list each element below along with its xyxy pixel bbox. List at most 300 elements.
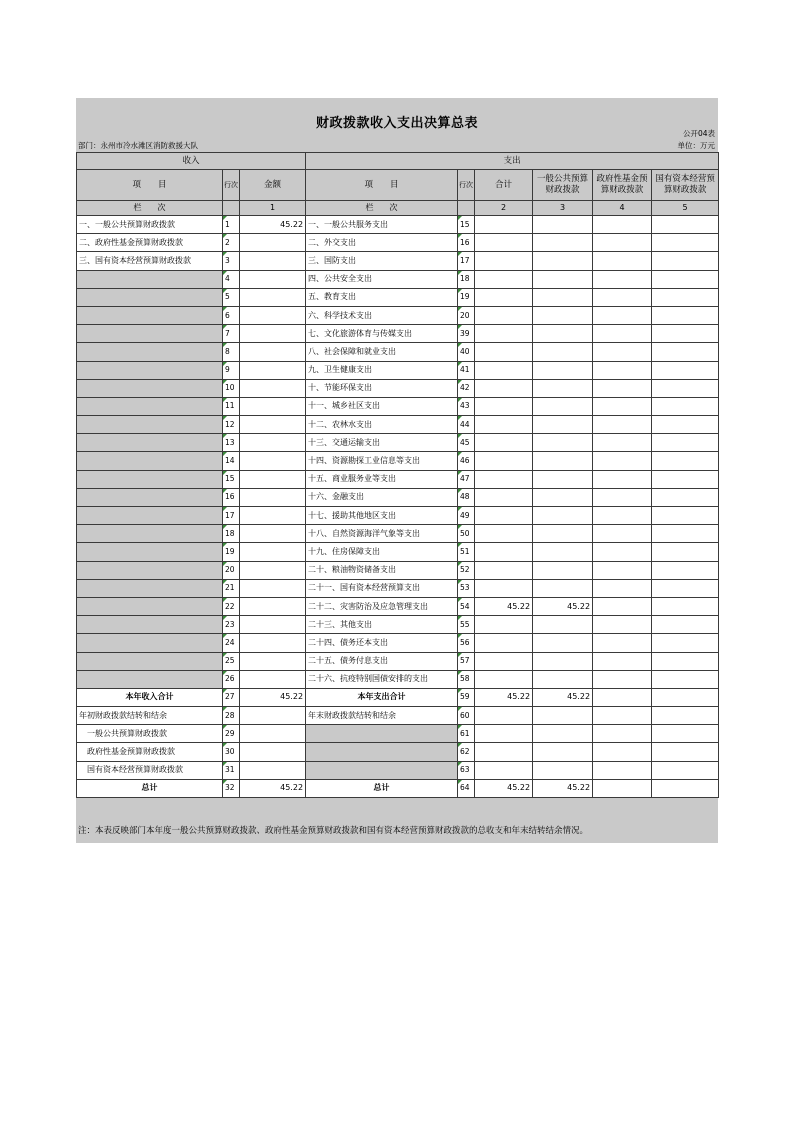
expense-item-cell: 九、卫生健康支出 (306, 361, 458, 379)
col-3-label: 3 (533, 201, 593, 216)
table-row (77, 343, 719, 361)
income-rowno-cell: 3 (223, 252, 240, 270)
table-row (77, 579, 719, 597)
income-item-cell (77, 634, 223, 652)
income-rowno-cell: 12 (223, 416, 240, 434)
expense-rowno-cell: 58 (458, 670, 475, 688)
expense-rowno-cell: 40 (458, 343, 475, 361)
general-budget-cell (533, 488, 593, 506)
expense-item-cell: 二十三、其他支出 (306, 616, 458, 634)
table-row (77, 252, 719, 270)
income-rowno-cell: 26 (223, 670, 240, 688)
state-capital-cell (652, 452, 719, 470)
expense-total-cell (475, 288, 533, 306)
expense-rowno-cell: 17 (458, 252, 475, 270)
income-amount-cell (240, 325, 306, 343)
fund-budget-cell (593, 306, 652, 324)
expense-total-cell (475, 670, 533, 688)
income-rowno-cell: 10 (223, 379, 240, 397)
state-capital-cell (652, 634, 719, 652)
expense-rowno-cell: 15 (458, 216, 475, 234)
state-capital-cell (652, 579, 719, 597)
expense-item-cell (306, 725, 458, 743)
department-label: 部门：永州市冷水滩区消防救援大队 (78, 141, 198, 150)
report-table (76, 152, 719, 798)
state-capital-cell (652, 525, 719, 543)
income-amount-cell (240, 488, 306, 506)
income-item-cell: 总计 (77, 779, 223, 797)
income-rowno-cell: 22 (223, 597, 240, 615)
income-amount-cell (240, 452, 306, 470)
unit-label: 单位：万元 (677, 141, 715, 150)
income-item-cell: 年初财政拨款结转和结余 (77, 707, 223, 725)
income-amount-cell (240, 543, 306, 561)
general-budget-cell (533, 379, 593, 397)
expense-item-cell: 二十二、灾害防治及应急管理支出 (306, 597, 458, 615)
fund-budget-cell (593, 779, 652, 797)
income-rowno-cell: 17 (223, 507, 240, 525)
expense-item-cell: 十二、农林水支出 (306, 416, 458, 434)
table-row (77, 743, 719, 761)
income-item-cell (77, 343, 223, 361)
fund-budget-cell (593, 707, 652, 725)
state-capital-cell (652, 306, 719, 324)
table-row (77, 488, 719, 506)
income-rowno-cell: 18 (223, 525, 240, 543)
income-amount-cell (240, 416, 306, 434)
income-rowno-header: 行次 (223, 170, 240, 201)
table-row (77, 525, 719, 543)
state-capital-cell (652, 561, 719, 579)
table-row (77, 707, 719, 725)
income-rowno-cell: 5 (223, 288, 240, 306)
state-capital-cell (652, 507, 719, 525)
total-header: 合计 (475, 170, 533, 201)
fund-budget-cell (593, 379, 652, 397)
expense-item-cell: 五、教育支出 (306, 288, 458, 306)
income-item-cell (77, 270, 223, 288)
income-amount-cell: 45.22 (240, 779, 306, 797)
fund-budget-cell (593, 416, 652, 434)
fund-budget-cell (593, 688, 652, 706)
expense-item-cell: 二十、粮油物资储备支出 (306, 561, 458, 579)
expense-item-cell: 一、一般公共服务支出 (306, 216, 458, 234)
expense-rowno-cell: 52 (458, 561, 475, 579)
income-header: 收入 (77, 153, 306, 170)
income-item-cell (77, 525, 223, 543)
expense-rowno-cell: 51 (458, 543, 475, 561)
general-budget-cell (533, 707, 593, 725)
expense-rowno-cell: 20 (458, 306, 475, 324)
fund-budget-cell (593, 434, 652, 452)
general-budget-cell (533, 670, 593, 688)
income-item-cell (77, 597, 223, 615)
fund-budget-header: 政府性基金预算财政拨款 (593, 170, 652, 201)
general-budget-cell (533, 270, 593, 288)
expense-total-cell (475, 270, 533, 288)
income-amount-cell (240, 725, 306, 743)
table-row (77, 543, 719, 561)
expense-total-cell (475, 488, 533, 506)
fund-budget-cell (593, 670, 652, 688)
expense-item-cell: 七、文化旅游体育与传媒支出 (306, 325, 458, 343)
fund-budget-cell (593, 361, 652, 379)
table-row (77, 616, 719, 634)
income-item-cell (77, 361, 223, 379)
state-capital-cell (652, 379, 719, 397)
expense-total-cell (475, 543, 533, 561)
expense-total-cell (475, 634, 533, 652)
state-capital-cell (652, 688, 719, 706)
income-col-label: 栏 次 (77, 201, 223, 216)
expense-header: 支出 (306, 153, 719, 170)
general-budget-cell (533, 543, 593, 561)
general-budget-cell (533, 743, 593, 761)
general-budget-cell (533, 579, 593, 597)
income-amount-cell (240, 707, 306, 725)
income-amount-cell (240, 361, 306, 379)
income-rowno-cell: 32 (223, 779, 240, 797)
expense-total-cell (475, 579, 533, 597)
report-title: 财政拨款收入支出决算总表 (315, 116, 478, 131)
state-capital-cell (652, 270, 719, 288)
state-capital-cell (652, 470, 719, 488)
expense-total-cell (475, 707, 533, 725)
expense-rowno-cell: 62 (458, 743, 475, 761)
income-col-blank (223, 201, 240, 216)
table-row (77, 597, 719, 615)
fund-budget-cell (593, 761, 652, 779)
expense-item-cell: 十七、援助其他地区支出 (306, 507, 458, 525)
income-amount-cell (240, 616, 306, 634)
col-2-label: 2 (475, 201, 533, 216)
income-rowno-cell: 9 (223, 361, 240, 379)
expense-total-cell (475, 525, 533, 543)
income-rowno-cell: 25 (223, 652, 240, 670)
expense-total-cell (475, 397, 533, 415)
income-item-cell (77, 579, 223, 597)
expense-rowno-cell: 54 (458, 597, 475, 615)
income-amount-cell (240, 306, 306, 324)
col-5-label: 5 (652, 201, 719, 216)
expense-item-cell: 十、节能环保支出 (306, 379, 458, 397)
fund-budget-cell (593, 325, 652, 343)
table-row (77, 270, 719, 288)
expense-rowno-cell: 45 (458, 434, 475, 452)
income-rowno-cell: 19 (223, 543, 240, 561)
expense-item-cell: 年末财政拨款结转和结余 (306, 707, 458, 725)
fund-budget-cell (593, 507, 652, 525)
expense-rowno-cell: 60 (458, 707, 475, 725)
general-budget-cell (533, 434, 593, 452)
expense-item-header: 项 目 (306, 170, 458, 201)
income-amount-cell (240, 434, 306, 452)
general-budget-cell (533, 343, 593, 361)
table-row (77, 325, 719, 343)
state-capital-cell (652, 361, 719, 379)
expense-rowno-header: 行次 (458, 170, 475, 201)
state-capital-cell (652, 416, 719, 434)
expense-total-cell (475, 743, 533, 761)
income-rowno-cell: 24 (223, 634, 240, 652)
expense-item-cell: 十四、资源勘探工业信息等支出 (306, 452, 458, 470)
expense-rowno-cell: 48 (458, 488, 475, 506)
state-capital-cell (652, 488, 719, 506)
income-amount-cell: 45.22 (240, 216, 306, 234)
expense-total-cell (475, 434, 533, 452)
expense-rowno-cell: 56 (458, 634, 475, 652)
income-item-cell: 一、一般公共预算财政拨款 (77, 216, 223, 234)
expense-item-cell: 十九、住房保障支出 (306, 543, 458, 561)
expense-total-cell (475, 216, 533, 234)
table-row (77, 434, 719, 452)
income-amount-cell (240, 561, 306, 579)
income-item-cell (77, 543, 223, 561)
state-capital-header: 国有资本经营预算财政拨款 (652, 170, 719, 201)
general-budget-cell: 45.22 (533, 779, 593, 797)
general-budget-cell (533, 252, 593, 270)
expense-item-cell: 本年支出合计 (306, 688, 458, 706)
income-amount-cell (240, 525, 306, 543)
expense-col-label: 栏 次 (306, 201, 458, 216)
income-item-cell: 三、国有资本经营预算财政拨款 (77, 252, 223, 270)
expense-total-cell (475, 725, 533, 743)
state-capital-cell (652, 252, 719, 270)
general-budget-cell: 45.22 (533, 688, 593, 706)
general-budget-cell (533, 361, 593, 379)
income-rowno-cell: 28 (223, 707, 240, 725)
fund-budget-cell (593, 634, 652, 652)
income-rowno-cell: 11 (223, 397, 240, 415)
income-rowno-cell: 8 (223, 343, 240, 361)
fund-budget-cell (593, 252, 652, 270)
general-budget-cell (533, 616, 593, 634)
expense-total-cell (475, 361, 533, 379)
expense-item-cell (306, 761, 458, 779)
expense-item-cell: 十一、城乡社区支出 (306, 397, 458, 415)
income-amount-cell (240, 634, 306, 652)
fund-budget-cell (593, 216, 652, 234)
general-budget-cell (533, 397, 593, 415)
fund-budget-cell (593, 543, 652, 561)
state-capital-cell (652, 343, 719, 361)
general-budget-cell (533, 470, 593, 488)
income-item-header: 项 目 (77, 170, 223, 201)
table-row (77, 561, 719, 579)
expense-total-cell (475, 306, 533, 324)
expense-rowno-cell: 42 (458, 379, 475, 397)
general-budget-cell (533, 306, 593, 324)
expense-total-cell: 45.22 (475, 688, 533, 706)
income-rowno-cell: 15 (223, 470, 240, 488)
expense-total-cell: 45.22 (475, 597, 533, 615)
table-row (77, 470, 719, 488)
general-budget-cell (533, 634, 593, 652)
income-item-cell (77, 434, 223, 452)
amount-header: 金额 (240, 170, 306, 201)
income-item-cell (77, 616, 223, 634)
general-budget-cell (533, 325, 593, 343)
general-budget-cell (533, 216, 593, 234)
table-row (77, 725, 719, 743)
fund-budget-cell (593, 270, 652, 288)
fund-budget-cell (593, 597, 652, 615)
income-amount-cell (240, 288, 306, 306)
income-item-cell (77, 325, 223, 343)
income-amount-cell (240, 670, 306, 688)
state-capital-cell (652, 616, 719, 634)
table-row (77, 361, 719, 379)
expense-total-cell (475, 416, 533, 434)
fund-budget-cell (593, 561, 652, 579)
income-rowno-cell: 16 (223, 488, 240, 506)
form-number: 公开04表 (682, 129, 715, 138)
general-budget-cell (533, 725, 593, 743)
income-item-cell (77, 470, 223, 488)
income-rowno-cell: 21 (223, 579, 240, 597)
expense-total-cell (475, 652, 533, 670)
expense-rowno-cell: 46 (458, 452, 475, 470)
expense-item-cell: 八、社会保障和就业支出 (306, 343, 458, 361)
expense-rowno-cell: 53 (458, 579, 475, 597)
general-budget-cell (533, 507, 593, 525)
table-row (77, 379, 719, 397)
expense-item-cell: 三、国防支出 (306, 252, 458, 270)
expense-item-cell (306, 743, 458, 761)
income-item-cell: 国有资本经营预算财政拨款 (77, 761, 223, 779)
expense-rowno-cell: 44 (458, 416, 475, 434)
income-item-cell (77, 416, 223, 434)
general-budget-cell (533, 652, 593, 670)
state-capital-cell (652, 743, 719, 761)
expense-total-cell (475, 234, 533, 252)
expense-item-cell: 十六、金融支出 (306, 488, 458, 506)
fund-budget-cell (593, 725, 652, 743)
income-rowno-cell: 13 (223, 434, 240, 452)
table-row (77, 670, 719, 688)
expense-rowno-cell: 57 (458, 652, 475, 670)
income-rowno-cell: 6 (223, 306, 240, 324)
state-capital-cell (652, 434, 719, 452)
income-item-cell (77, 379, 223, 397)
income-item-cell: 二、政府性基金预算财政拨款 (77, 234, 223, 252)
income-amount-cell (240, 761, 306, 779)
income-amount-cell (240, 343, 306, 361)
income-item-cell (77, 288, 223, 306)
expense-total-cell (475, 470, 533, 488)
fund-budget-cell (593, 452, 652, 470)
general-budget-cell (533, 561, 593, 579)
expense-rowno-cell: 43 (458, 397, 475, 415)
state-capital-cell (652, 234, 719, 252)
income-rowno-cell: 1 (223, 216, 240, 234)
income-item-cell (77, 670, 223, 688)
table-row (77, 216, 719, 234)
income-item-cell (77, 561, 223, 579)
expense-col-blank (458, 201, 475, 216)
state-capital-cell (652, 707, 719, 725)
state-capital-cell (652, 397, 719, 415)
general-budget-cell (533, 525, 593, 543)
expense-rowno-cell: 19 (458, 288, 475, 306)
fund-budget-cell (593, 743, 652, 761)
income-rowno-cell: 14 (223, 452, 240, 470)
income-item-cell (77, 452, 223, 470)
income-amount-cell (240, 507, 306, 525)
expense-rowno-cell: 39 (458, 325, 475, 343)
general-budget-cell: 45.22 (533, 597, 593, 615)
table-row (77, 234, 719, 252)
general-budget-cell (533, 416, 593, 434)
expense-rowno-cell: 59 (458, 688, 475, 706)
expense-rowno-cell: 49 (458, 507, 475, 525)
expense-total-cell (475, 343, 533, 361)
state-capital-cell (652, 670, 719, 688)
expense-total-cell (475, 252, 533, 270)
state-capital-cell (652, 597, 719, 615)
expense-total-cell (475, 379, 533, 397)
expense-item-cell: 四、公共安全支出 (306, 270, 458, 288)
income-item-cell: 一般公共预算财政拨款 (77, 725, 223, 743)
expense-rowno-cell: 55 (458, 616, 475, 634)
income-amount-cell (240, 252, 306, 270)
expense-item-cell: 二十六、抗疫特别国债安排的支出 (306, 670, 458, 688)
state-capital-cell (652, 543, 719, 561)
income-amount-cell (240, 234, 306, 252)
income-rowno-cell: 23 (223, 616, 240, 634)
fund-budget-cell (593, 579, 652, 597)
fund-budget-cell (593, 288, 652, 306)
general-budget-header: 一般公共预算财政拨款 (533, 170, 593, 201)
table-row (77, 688, 719, 706)
expense-item-cell: 二十四、债务还本支出 (306, 634, 458, 652)
state-capital-cell (652, 325, 719, 343)
income-item-cell (77, 507, 223, 525)
income-rowno-cell: 20 (223, 561, 240, 579)
expense-item-cell: 十五、商业服务业等支出 (306, 470, 458, 488)
table-row (77, 452, 719, 470)
table-row (77, 416, 719, 434)
income-rowno-cell: 4 (223, 270, 240, 288)
state-capital-cell (652, 652, 719, 670)
expense-item-cell: 二、外交支出 (306, 234, 458, 252)
general-budget-cell (533, 234, 593, 252)
fund-budget-cell (593, 234, 652, 252)
income-item-cell: 本年收入合计 (77, 688, 223, 706)
general-budget-cell (533, 452, 593, 470)
income-amount-cell: 45.22 (240, 688, 306, 706)
table-row (77, 507, 719, 525)
income-item-cell (77, 397, 223, 415)
income-item-cell (77, 306, 223, 324)
fund-budget-cell (593, 343, 652, 361)
fund-budget-cell (593, 488, 652, 506)
expense-rowno-cell: 63 (458, 761, 475, 779)
fund-budget-cell (593, 397, 652, 415)
fund-budget-cell (593, 470, 652, 488)
expense-rowno-cell: 61 (458, 725, 475, 743)
income-item-cell (77, 652, 223, 670)
income-amount-cell (240, 470, 306, 488)
income-amount-cell (240, 579, 306, 597)
table-row (77, 634, 719, 652)
table-row (77, 397, 719, 415)
expense-total-cell (475, 561, 533, 579)
income-rowno-cell: 7 (223, 325, 240, 343)
expense-item-cell: 二十一、国有资本经营预算支出 (306, 579, 458, 597)
expense-total-cell (475, 452, 533, 470)
expense-rowno-cell: 47 (458, 470, 475, 488)
